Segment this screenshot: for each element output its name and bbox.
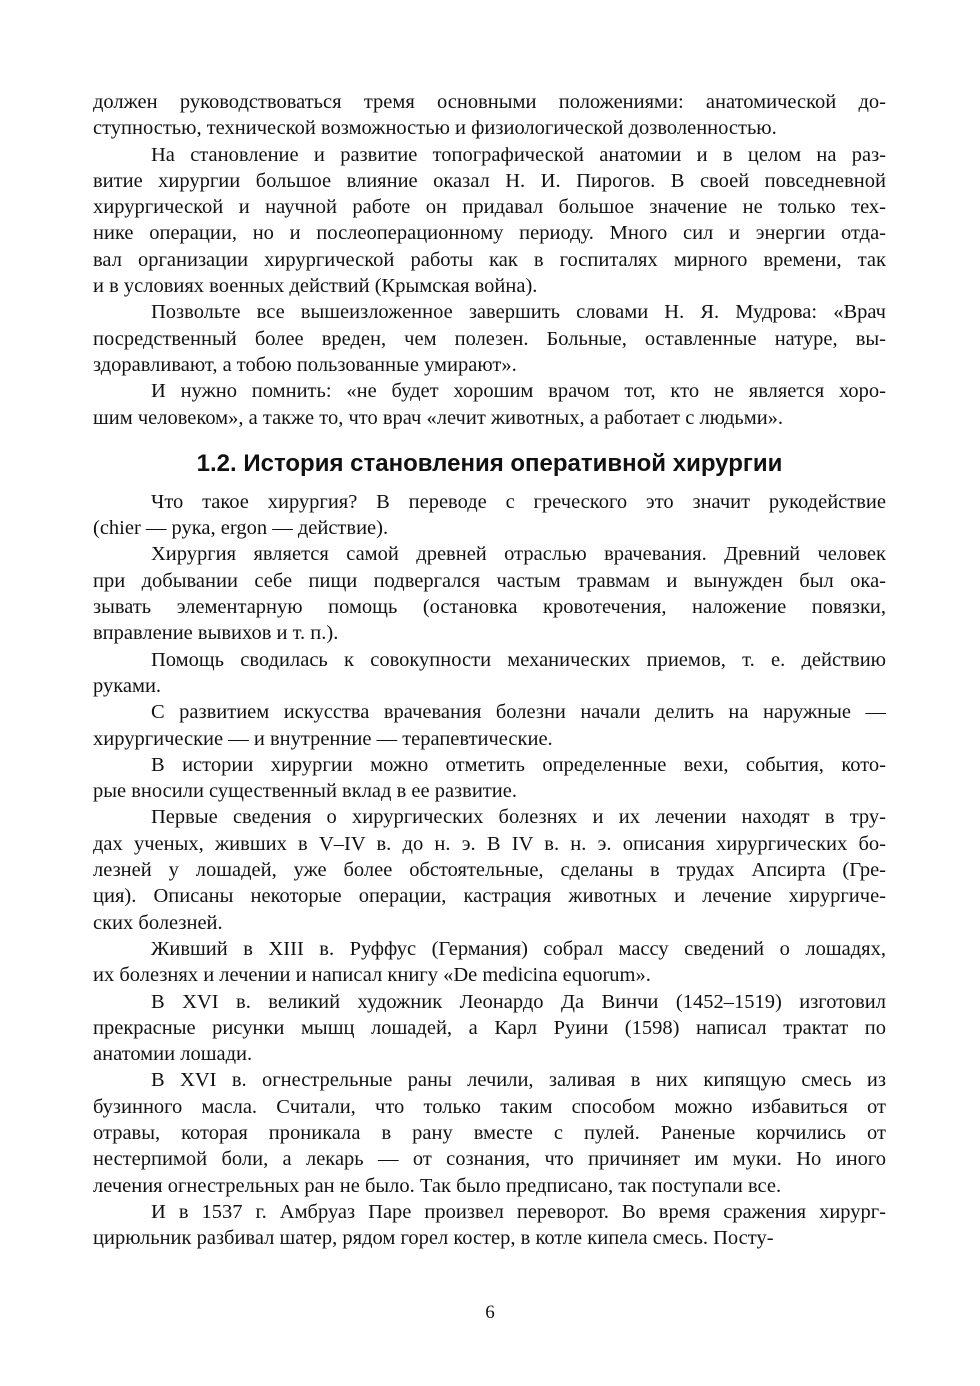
text-line: руками. <box>93 674 162 697</box>
text-after-heading <box>93 489 886 1252</box>
text-line: посредственный более вреден, чем полезен. Больные, оставленные натуре, вы- <box>93 327 886 350</box>
text-line: Что такое хирургия? В переводе с греческого это значит рукодействие <box>151 490 886 513</box>
paragraph-division <box>93 699 886 752</box>
text-line: при добывании себе пищи подвергался частым травмам и вынужден был ока- <box>93 569 886 592</box>
text-line: Позвольте все вышеизложенное завершить словами Н. Я. Мудрова: «Врач <box>151 301 886 324</box>
text-line: шим человеком», а также то, что врач «лечит животных, а работает с людьми». <box>93 406 784 429</box>
paragraph-leonardo <box>93 989 886 1068</box>
text-line: должен руководствоваться тремя основными положениями: анатомической до- <box>93 91 886 113</box>
text-line: хирургические — и внутренние — терапевтические. <box>93 727 553 750</box>
text-line: Первые сведения о хирургических болезнях и их лечении находят в тру- <box>151 806 886 829</box>
paragraph-help <box>93 647 886 700</box>
text-line: (chier — рука, ergon — действие). <box>93 517 389 540</box>
paragraph-what-is-surgery <box>93 489 886 542</box>
paragraph-gunshot <box>93 1067 886 1198</box>
text-line: вал организации хирургической работы как в госпиталях мирного времени, так <box>93 248 886 271</box>
text-line: В XVI в. огнестрельные раны лечили, заливая в них кипящую смесь из <box>151 1069 886 1092</box>
text-line: ских болезней. <box>93 911 223 934</box>
text-line: вправление вывихов и т. п.). <box>93 622 339 645</box>
text-line: анатомии лошади. <box>93 1043 253 1066</box>
text-line: И нужно помнить: «не будет хорошим врачом тот, кто не является хоро- <box>151 380 886 403</box>
text-line: С развитием искусства врачевания болезни начали делить на наружные — <box>151 701 886 724</box>
text-line: витие хирургии большое влияние оказал Н. И. Пирогов. В своей повседневной <box>93 169 886 192</box>
text-line: И в 1537 г. Амбруаз Паре произвел переворот. Во время сражения хирург- <box>151 1200 886 1223</box>
text-line: нестерпимой боли, а лекарь — от сознания, что причиняет им муки. Но иного <box>93 1148 886 1171</box>
text-line: Помощь сводилась к совокупности механических приемов, т. е. действию <box>151 648 886 671</box>
text-line: лечения огнестрельных ран не было. Так было предписано, так поступали все. <box>93 1174 782 1197</box>
paragraph-pirogov <box>93 142 886 300</box>
text-line: прекрасные рисунки мышц лошадей, а Карл Руини (1598) написал трактат по <box>93 1016 886 1039</box>
text-line: здоравливают, а тобою пользованные умирают». <box>93 353 517 376</box>
text-line: ступностью, технической возможностью и физиологической дозволенностью. <box>93 117 777 140</box>
text-line: бузинного масла. Считали, что только таким способом можно избавиться от <box>93 1095 886 1118</box>
paragraph-milestones <box>93 752 886 805</box>
text-line: ция). Описаны некоторые операции, кастрация животных и лечение хирургиче- <box>93 885 886 908</box>
paragraph-pare <box>93 1199 886 1252</box>
text-line: и в условиях военных действий (Крымская война). <box>93 275 538 298</box>
text-line: рые вносили существенный вклад в ее развитие. <box>93 780 517 803</box>
paragraph-remember <box>93 378 886 431</box>
paragraph-principles <box>93 89 886 142</box>
text-line: Живший в XIII в. Руффус (Германия) собрал массу сведений о лошадях, <box>151 937 886 960</box>
text-line: В XVI в. великий художник Леонардо Да Винчи (1452–1519) изготовил <box>151 990 886 1013</box>
text-line: их болезнях и лечении и написал книгу «De medicina equorum». <box>93 964 651 987</box>
paragraph-ruffus <box>93 936 886 989</box>
text-line: Хирургия является самой древней отраслью врачевания. Древний человек <box>151 543 886 566</box>
text-line: отравы, которая проникала в рану вместе с пулей. Раненые корчились от <box>93 1121 886 1144</box>
text-line: цирюльник разбивал шатер, рядом горел костер, в котле кипела смесь. Посту- <box>93 1227 774 1250</box>
paragraph-first-records <box>93 804 886 935</box>
text-line: дах ученых, живших в V–IV в. до н. э. В IV в. н. э. описания хирургических бо- <box>93 832 886 855</box>
paragraph-ancient <box>93 541 886 646</box>
text-line: В истории хирургии можно отметить определенные вехи, события, кото- <box>151 753 886 776</box>
text-before-heading <box>93 89 886 431</box>
text-line: нике операции, но и послеоперационному периоду. Много сил и энергии отда- <box>93 222 886 245</box>
text-line: лезней у лошадей, уже более обстоятельные, сделаны в трудах Апсирта (Гре- <box>93 859 886 882</box>
section-heading: 1.2. История становления оперативной хирургии <box>196 449 783 477</box>
text-line: зывать элементарную помощь (остановка кровотечения, наложение повязки, <box>93 596 886 619</box>
text-line: На становление и развитие топографической анатомии и в целом на раз- <box>151 143 886 166</box>
paragraph-mudrov <box>93 299 886 378</box>
page-content <box>93 89 886 1251</box>
text-line: хирургической и научной работе он придавал большое значение не только тех- <box>93 196 886 219</box>
page-number: 6 <box>485 1302 495 1323</box>
